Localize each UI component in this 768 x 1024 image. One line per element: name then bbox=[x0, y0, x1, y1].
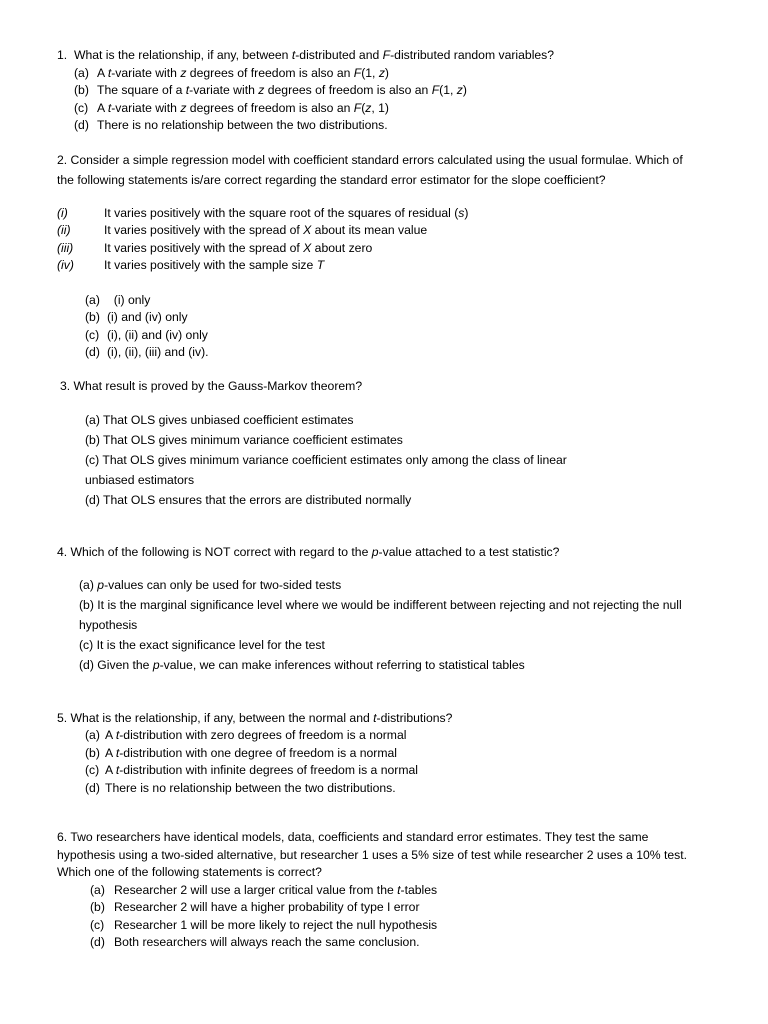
italic-run: z bbox=[378, 66, 385, 80]
q2-option-c: (c) (i), (ii) and (iv) only bbox=[85, 328, 208, 342]
italic-run: t bbox=[373, 711, 377, 725]
q5-option-c: (c) A t-distribution with infinite degrees of freedom is a normal bbox=[85, 763, 418, 777]
q1-option-c: (c) A t-variate with z degrees of freedom is also an F(z, 1) bbox=[74, 101, 389, 115]
q2-option-d: (d) (i), (ii), (iii) and (iv). bbox=[85, 345, 209, 359]
q3-option-b: (b) That OLS gives minimum variance coefficient estimates bbox=[85, 433, 403, 447]
q4-option-a: (a) p-values can only be used for two-sided tests bbox=[79, 578, 342, 592]
q4-option-b: (b) It is the marginal significance level where we would be indifferent between rejecting and not rejecting the null bbox=[79, 598, 682, 612]
q5-option-a: (a) A t-distribution with zero degrees of freedom is a normal bbox=[85, 728, 407, 742]
q1-stem: 1. What is the relationship, if any, between t-distributed and F-distributed random variables? bbox=[57, 48, 555, 62]
q6-option-b: (b) Researcher 2 will have a higher probability of type I error bbox=[90, 900, 420, 914]
italic-run: t bbox=[115, 746, 120, 760]
italic-run: X bbox=[303, 241, 312, 255]
italic-run: F bbox=[431, 83, 440, 97]
q6-option-c: (c) Researcher 1 will be more likely to reject the null hypothesis bbox=[90, 918, 438, 932]
q5-option-b: (b) A t-distribution with one degree of freedom is a normal bbox=[85, 746, 397, 760]
q3-option-c-cont: unbiased estimators bbox=[85, 473, 195, 487]
italic-run: t bbox=[397, 883, 401, 897]
q5-stem: 5. What is the relationship, if any, between the normal and t-distributions? bbox=[57, 711, 453, 725]
italic-run: z bbox=[258, 83, 265, 97]
q4-option-b-cont: hypothesis bbox=[79, 618, 138, 632]
q6-option-d: (d) Both researchers will always reach the same conclusion. bbox=[90, 935, 420, 949]
q4-option-c: (c) It is the exact significance level for the test bbox=[79, 638, 325, 652]
italic-run: t bbox=[107, 66, 112, 80]
italic-run: F bbox=[353, 101, 362, 115]
italic-run: p bbox=[152, 658, 160, 672]
q2-statement-i: (i) It varies positively with the square root of the squares of residual (s) bbox=[57, 206, 469, 220]
q3-option-d: (d) That OLS ensures that the errors are distributed normally bbox=[85, 493, 412, 507]
q1-option-d: (d) There is no relationship between the two distributions. bbox=[74, 118, 388, 132]
q2-statement-iii: (iii) It varies positively with the spread of X about zero bbox=[57, 241, 373, 255]
q2-option-b: (b) (i) and (iv) only bbox=[85, 310, 188, 324]
italic-run: F bbox=[382, 48, 391, 62]
q6-option-a: (a) Researcher 2 will use a larger critical value from the t-tables bbox=[90, 883, 438, 897]
italic-run: t bbox=[115, 763, 120, 777]
q3-stem: 3. What result is proved by the Gauss-Markov theorem? bbox=[60, 379, 363, 393]
q4-stem: 4. Which of the following is NOT correct with regard to the p-value attached to a test statistic? bbox=[57, 545, 560, 559]
italic-run: t bbox=[115, 728, 120, 742]
italic-run: F bbox=[353, 66, 362, 80]
q2-option-a: (a) (i) only bbox=[85, 293, 151, 307]
q6-stem-line-2: hypothesis using a two-sided alternative, but researcher 1 uses a 5% size of test while researcher 2 uses a 10% test. bbox=[57, 848, 688, 862]
q2-statement-ii: (ii) It varies positively with the spread of X about its mean value bbox=[57, 223, 428, 237]
q5-option-d: (d) There is no relationship between the two distributions. bbox=[85, 781, 396, 795]
q1-option-a: (a) A t-variate with z degrees of freedom is also an F(1, z) bbox=[74, 66, 389, 80]
italic-run: z bbox=[365, 101, 372, 115]
italic-run: z bbox=[456, 83, 463, 97]
q6-stem-line-1: 6. Two researchers have identical models, data, coefficients and standard error estimates. They test the same bbox=[57, 830, 649, 844]
q3-option-a: (a) That OLS gives unbiased coefficient estimates bbox=[85, 413, 354, 427]
q3-option-c: (c) That OLS gives minimum variance coefficient estimates only among the class of linear bbox=[85, 453, 567, 467]
italic-run: s bbox=[458, 206, 465, 220]
q4-option-d: (d) Given the p-value, we can make inferences without referring to statistical tables bbox=[79, 658, 525, 672]
q1-option-b: (b) The square of a t-variate with z degrees of freedom is also an F(1, z) bbox=[74, 83, 467, 97]
italic-run: z bbox=[180, 66, 187, 80]
italic-run: T bbox=[316, 258, 325, 272]
italic-run: t bbox=[291, 48, 296, 62]
q2-statement-iv: (iv) It varies positively with the sample size T bbox=[57, 258, 325, 272]
q2-stem-line-2: the following statements is/are correct regarding the standard error estimator for the slope coefficient? bbox=[57, 173, 606, 187]
q2-stem-line-1: 2. Consider a simple regression model with coefficient standard errors calculated using the usual formulae. Which of bbox=[57, 153, 683, 167]
italic-run: t bbox=[185, 83, 190, 97]
italic-run: z bbox=[180, 101, 187, 115]
italic-run: X bbox=[303, 223, 312, 237]
italic-run: p bbox=[97, 578, 105, 592]
italic-run: p bbox=[371, 545, 379, 559]
q6-stem-line-3: Which one of the following statements is correct? bbox=[57, 865, 322, 879]
italic-run: t bbox=[107, 101, 112, 115]
